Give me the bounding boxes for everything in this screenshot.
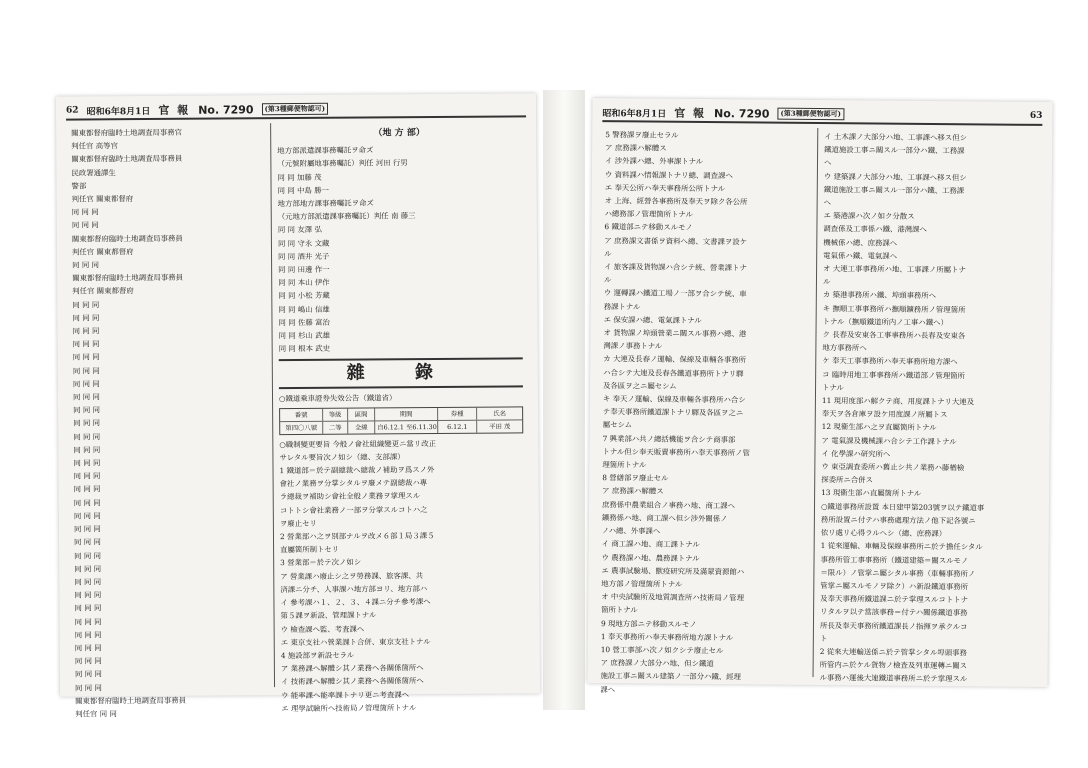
text-line: 同 同 同 <box>72 313 100 323</box>
text-line: エ 農事試驗場、獸疫研究所及滿蒙資源館ハ <box>601 565 745 577</box>
text-line: 5 警務課ヲ廢止セラル <box>605 130 679 140</box>
text-line: 同 同 同 <box>73 418 101 429</box>
text-line: ル <box>822 277 831 287</box>
text-line: 理箇所トナル <box>602 460 647 470</box>
text-line: カ 大連及長春ノ運輸、保線及車輛各事務所 <box>603 354 747 365</box>
text-line: 同 同 同 <box>73 445 101 455</box>
text-line: 所長及奉天事務所鐵道課長ノ指揮ヲ承クルコ <box>819 620 968 631</box>
table-row <box>280 420 522 434</box>
text-line: トナル <box>822 382 844 393</box>
text-line: 同 同 同 <box>72 326 100 336</box>
text-line: 地方部地方課事務囑託ヲ命ズ <box>277 198 374 209</box>
text-line: 及奉天事務所鐵道課ニ於テ掌理スルコトトナ <box>820 594 969 605</box>
text-line: 同 同 中島 勝一 <box>277 185 330 195</box>
text-line: 地方部派遣課事務囑託ヲ命ズ <box>277 145 374 156</box>
text-line: 同 同 同 <box>72 392 100 402</box>
text-line: 同 同 同 <box>72 300 100 310</box>
text-line: 同 同 同 <box>74 550 102 561</box>
text-line: オ 大連工事事務所ハ地、工事課ノ所屬トナ <box>823 264 966 275</box>
text-line: 同 同 同 <box>74 630 102 640</box>
table-cell: 二等 <box>323 421 348 433</box>
table-cell: 全線 <box>348 421 375 433</box>
text-line: 關東都督府臨時土地調査局事務員 <box>71 233 183 244</box>
text-line: キ 奉天ノ運輸、保線及車輛各事務所ハ合シ <box>602 394 746 405</box>
text-line: （元號附屬地事務囑託）判任 河田 行男 <box>277 158 408 169</box>
notice-body <box>279 436 525 715</box>
text-line: 鐵道施設工事ニ關スル一部分ハ鐵、工務課 <box>824 145 965 156</box>
text-line: 判任官 同 同 <box>75 709 117 719</box>
notice-title: ○鐵道乘車證券失效公告（鐵道省） <box>278 393 397 404</box>
text-line: 務所設置ニ付テハ事務處理方法ノ他下記各號ニ <box>820 514 976 526</box>
text-line: 同 同 根本 武史 <box>278 344 331 354</box>
text-line: エ 保安課ハ總、電氣課トナル <box>603 314 702 325</box>
text-line: 10 營工事部ハ次ノ如クシテ廢止セル <box>600 645 724 656</box>
text-line: ウ 建築課ノ大部分ハ地、工事課ヘ移ス但シ <box>823 171 967 182</box>
text-line: 判任官 關東都督府 <box>71 194 134 204</box>
text-line: ヲ廢止セリ <box>279 518 317 529</box>
text-line: ア 業務課ヘ解體シ其ノ業務ヘ各關係箇所ヘ <box>280 663 424 674</box>
text-line: 依リ處リ心得ラルヘシ（總、庶務課） <box>820 528 947 539</box>
text-line: 同 同 同 <box>74 656 102 666</box>
text-line: ア 庶務課ノ大部分ハ地、但シ鐵道 <box>600 658 714 669</box>
text-line: ラ總裁ヲ補助シ會社全般ノ業務ヲ掌理スル <box>279 491 421 502</box>
right-page-header <box>602 104 1042 126</box>
text-line: 務課トナル <box>603 301 641 312</box>
book-gutter <box>543 90 585 710</box>
text-line: 關東都督府臨時土地調査局事務員 <box>72 273 184 283</box>
text-line: 探委所ニ合併ス <box>821 475 874 485</box>
postal-note: (第3種郵便物認可) <box>262 103 329 115</box>
page-number: 63 <box>1029 110 1043 121</box>
text-line: ア 庶務課ハ解體ス <box>605 143 667 153</box>
text-line: 判任官 關東都督府 <box>71 246 134 257</box>
text-line: 及各區ヲ之ニ屬セシム <box>603 380 677 391</box>
text-line: 同 同 同 <box>71 220 99 230</box>
table-cell: 第四〇八號 <box>280 421 323 433</box>
text-line: 第５課ヲ新設、管理課トナル <box>280 610 377 621</box>
text-line: 警部 <box>71 181 87 191</box>
text-line: 11 現用度部ハ解クテ商、用度課トナリ大連及 <box>821 396 975 407</box>
text-line: 12 現衞生部ハ之ヲ直屬箇所トナル <box>821 422 937 433</box>
text-line: ル事務ハ運後大連鐵道事務所ニ於テ掌理スル <box>819 673 968 684</box>
text-line: 機械係ハ總、庶務課ヘ <box>823 237 898 248</box>
text-line: テ奉天事務所鐵道課トナリ驛及各區ヲ之ニ <box>602 407 744 418</box>
table-header-cell: 券種 <box>438 407 477 419</box>
text-line: イ 土木課ノ大部分ハ地、工事課ヘ移ス但シ <box>824 132 968 143</box>
text-line: 關東都督府臨時土地調査局事務員 <box>71 154 183 164</box>
pass-table <box>279 406 523 435</box>
text-line: 同 同 加藤 茂 <box>277 172 322 182</box>
text-line: トナル（撫順鐵道所内ノ工事ハ鐵ヘ） <box>822 316 948 327</box>
text-line: 同 同 田邊 作一 <box>278 264 330 275</box>
text-line: 會社ノ業務ヲ分掌シタルヲ廢メテ副總裁ハ專 <box>279 478 428 489</box>
text-line: 同 同 同 <box>73 484 101 495</box>
text-line: 同 同 友澤 弘 <box>277 225 322 235</box>
text-line: 同 同 同 <box>75 682 102 693</box>
text-line: 2 營業部ハ之ヲ別部ナルヲ改メ６部１局３課５ <box>279 531 435 542</box>
text-line: 同 同 同 <box>74 564 102 574</box>
text-line: イ 化學課ハ研究所ヘ <box>821 448 891 459</box>
text-line: 同 同 本山 伊作 <box>278 278 330 288</box>
text-line: 同 同 守永 文藏 <box>277 238 330 248</box>
text-line: 同 同 同 <box>73 405 101 415</box>
text-line: 同 同 酒井 光子 <box>278 251 330 261</box>
issue-date: 昭和6年8月1日 <box>602 108 667 120</box>
table-cell: 6.12.1 <box>438 420 477 432</box>
text-line: 同 同 同 <box>74 643 102 653</box>
text-line: ア 庶務課ハ解體ス <box>602 486 664 497</box>
text-line: イ 技術課ヘ解體シ其ノ業務ヘ各關係箇所ヘ <box>280 676 424 687</box>
text-line: サレタル要旨次ノ如シ（總、支部課） <box>279 452 405 462</box>
text-line: 直屬箇所制トセリ <box>280 544 340 555</box>
text-line: 済課ニ分チ、人事課ハ地方部ヨリ、地方部ハ <box>280 583 428 595</box>
text-line: イ 涉外課ハ總、外事課トナル <box>604 156 704 167</box>
text-line: ハ總務部ノ管理箇所トナル <box>604 209 693 220</box>
text-line: カ 築港事務所ハ鐵、埠頭事務所ヘ <box>822 290 937 301</box>
text-line: リタルヲ以テ當該事務＝付テハ關係鐵道事務 <box>820 607 968 618</box>
text-line: 同 同 小松 芳藏 <box>278 291 330 301</box>
issue-date: 昭和6年8月1日 <box>86 106 151 117</box>
text-line: ＝限ル）ノ管掌ニ屬シタル事務（車輛事務所ノ <box>820 567 976 579</box>
text-line: 鐵道施設工事ニ關スル一部分ハ鐵、工務課 <box>823 184 965 196</box>
text-line: エ 奉天公所ハ奉天事務所公所トナル <box>604 182 726 193</box>
left-column-b <box>272 121 530 713</box>
issue-number: No. 7290 <box>198 102 254 117</box>
text-line: オ 貨物課ノ埠頭營業ニ關スル事務ハ總、港 <box>603 328 747 339</box>
text-line: ウ 農務課ハ地、農務課トナル <box>601 552 700 563</box>
text-line: 7 興業部ハ共ノ總括機能ヲ合シテ商事部 <box>602 433 736 444</box>
text-line: ウ 能率課ヘ能率課トナリ更ニ考査課ヘ <box>281 689 410 700</box>
right-column-a <box>596 126 819 694</box>
text-line: 9 現地方部ニテ移動スルモノ <box>600 618 697 629</box>
issue-number: No. 7290 <box>714 106 770 121</box>
right-column-b <box>815 128 1045 684</box>
text-line: イ 參考課ハ１、２、３、４課ニ分チ參考課ヘ <box>280 597 431 608</box>
text-line: ウ 運轉課ハ鐵道工場ノ一部ヲ合シテ統、車 <box>603 288 747 299</box>
text-line: 同 同 同 <box>74 577 102 587</box>
text-line: 同 同 同 <box>72 352 100 363</box>
table-cell: 自6.12.1 至6.11.30 <box>375 421 438 433</box>
text-line: オ 中央試驗所及地質調査所ハ技術局ノ管理 <box>601 592 745 603</box>
text-line: 管掌ニ屬スルモノヲ除ク）ハ新設鐵道事務所 <box>820 580 969 592</box>
text-line: 1 從來運輸、車輛及保線事務所ニ於テ擔任シタル <box>820 541 983 552</box>
text-line: 屬セシム <box>602 420 633 430</box>
text-line: 3 營業部＝於テ次ノ如シ <box>280 558 362 568</box>
text-line: 4 施設部ヲ新設セラル <box>280 650 355 661</box>
text-line: エ 築港課ハ次ノ如ク分散ス <box>823 211 915 222</box>
table-header-cell: 期間 <box>375 408 438 420</box>
text-line: 民政署通譯生 <box>71 167 116 178</box>
text-line: エ 理學試驗所ヘ技術局ノ管理箇所トナル <box>281 702 417 713</box>
text-line: ウ 東亞調査委所ハ舊止シ共ノ業務ハ藤楢檢 <box>821 462 965 473</box>
text-line: 同 同 同 <box>73 432 101 442</box>
text-line: 同 同 同 <box>72 339 100 349</box>
text-line: 事務所管工事事務所（鐵道建築＝關スルモノ <box>820 554 969 565</box>
text-line: 同 同 同 <box>74 590 102 600</box>
miscellaneous-heading: 雜 錄 <box>279 358 523 390</box>
table-header-cell: 氏名 <box>493 409 507 418</box>
text-line: 同 同 同 <box>72 260 99 270</box>
text-line: 同 同 同 <box>73 524 101 534</box>
paper-name: 官 報 <box>674 106 707 120</box>
left-column-a <box>66 123 275 719</box>
text-line: 課ヘ <box>600 684 616 694</box>
text-line: ル <box>603 275 612 285</box>
text-line: ア 營業課ハ廢止シ之ヲ勞務課、旅客課、共 <box>280 570 424 581</box>
text-line: ウ 資料課ハ情報課トナリ總、調査課ヘ <box>604 169 733 180</box>
text-line: 鑛務係ハ地、商工課ヘ但シ涉外關係ノ <box>601 512 728 524</box>
text-line: キ 撫順工事事務所ハ撫順鑛務所ノ管理箇所 <box>822 303 966 314</box>
section-title: （地 方 部） <box>373 128 425 139</box>
text-line: 施設工事ニ關スル建築ノ一部分ハ鐵、經理 <box>600 671 741 682</box>
text-line: 庶務係中農業組合ノ事務ハ地、商工課ヘ <box>601 499 736 510</box>
text-line: ア 電氣課及機械課ハ合シテ工作課トナル <box>821 435 957 446</box>
appointment-list <box>277 143 522 356</box>
text-line: イ 商工課ハ地、商工課トナル <box>601 539 700 550</box>
text-line: 同 同 同 <box>73 458 101 468</box>
text-line: コトトシ會社業務ノ一部ヲ分掌スルコトハ之 <box>279 504 428 515</box>
text-line: （元地方部派遣課事務囑託）判任 南 藤三 <box>277 211 416 222</box>
text-line: 地方事務所ヘ <box>822 343 867 353</box>
text-line: ○職制變更要旨 今般ノ會社組織變更ニ當リ改正 <box>279 438 436 449</box>
text-line: 判任官 關東都督府 <box>72 286 134 297</box>
text-line: 1 鐵道部＝於テ副總裁ヘ總裁ノ補助ヲ爲スノ外 <box>279 465 435 476</box>
text-line: 同 同 杉山 武雄 <box>278 330 331 341</box>
table-header-cell: 番號 <box>280 408 323 420</box>
text-line: 同 同 同 <box>74 616 102 627</box>
text-line: 1 奉天事務所ハ奉天事務所地方課トナル <box>600 631 734 642</box>
text-line: ケ 奉天工事事務所ハ奉天事務所地方課ヘ <box>822 356 958 367</box>
text-line: ク 長春及安東各工事事務所ハ長春及安東各 <box>822 330 966 341</box>
text-line: 地方部ノ管理箇所トナル <box>601 579 683 589</box>
text-line: 8 營繕部ヲ廢止セル <box>602 473 669 483</box>
text-line: 同 同 嶋山 信雄 <box>278 304 330 314</box>
text-line: コ 臨時用地工事事務所ハ鐵道部ノ管理箇所 <box>822 369 965 380</box>
text-line: 關東都督府臨時土地調査局事務官 <box>71 127 183 138</box>
text-line: 電氣係ハ鐵、電氣課ヘ <box>823 250 898 261</box>
text-line: トナル但シ奉天販賣事務所ハ奉天事務所ノ管 <box>602 446 750 458</box>
text-line: 同 同 同 <box>72 379 100 389</box>
text-line: 關東都督府臨時土地調査局事務員 <box>75 695 187 706</box>
text-line: ア 庶務課文書係ヲ資料ヘ總、文書課ヲ設ケ <box>604 235 748 246</box>
text-line: 同 同 同 <box>72 366 100 376</box>
text-line: 同 同 佐藤 富治 <box>278 317 330 327</box>
paper-name: 官 報 <box>158 103 191 117</box>
text-line: 判任官 高等官 <box>71 141 118 151</box>
text-line: エ 東京支社ハ營業課ト合併、東京支社トナル <box>280 636 431 647</box>
left-page-header <box>66 99 526 120</box>
text-line: イ 旅客課及貨物課ハ合シテ統、營業課トナ <box>604 262 747 273</box>
text-line: 調査係及工事係ハ鐵、港灣課ヘ <box>823 224 927 235</box>
left-page <box>56 93 540 719</box>
text-line: 所管内ニ於ケル貨物ノ檢査及列車運轉ニ關ス <box>819 660 968 671</box>
text-line: 箇所トナル <box>601 605 638 615</box>
table-header-cell: 區間 <box>348 408 375 420</box>
text-line: 13 現衞生部ハ直屬箇所トナル <box>821 488 922 499</box>
text-line: 同 同 同 <box>71 207 99 217</box>
table-header-cell: 等級 <box>323 408 348 420</box>
page-number: 62 <box>65 105 79 116</box>
text-line: 奉天ヲ各倉庫ヲ設ケ用度課ノ所屬トス <box>821 409 948 420</box>
text-line: ウ 檢查課ヘ監、考査課ヘ <box>280 624 365 634</box>
text-line: 同 同 同 <box>73 537 101 547</box>
table-cell: 平田 茂 <box>489 422 511 431</box>
text-line: ○鐵道事務所設置 本日建甲第203號ヲ以テ鐵道事 <box>820 501 985 513</box>
text-line: 同 同 同 <box>73 511 101 521</box>
text-line: 6 鐵道部ニテ移動スルモノ <box>604 222 693 233</box>
postal-note: (第3種郵便物認可) <box>777 108 844 121</box>
text-line: 同 同 同 <box>74 669 102 679</box>
text-line: ヘ <box>823 158 832 168</box>
text-line: 同 同 同 <box>73 498 101 508</box>
text-line: 2 從來大連輸送係ニ於テ管掌シタル埠頭事務 <box>819 646 967 658</box>
right-page <box>587 98 1052 694</box>
text-line: 同 同 同 <box>74 603 102 613</box>
text-line: ノハ總、外事課ヘ <box>601 526 661 536</box>
text-line: 同 同 同 <box>73 471 101 481</box>
text-line: ハ合シテ大連及長春各鐵道事務所トナリ驛 <box>603 367 744 378</box>
text-line: ル <box>604 248 612 259</box>
text-line: ト <box>819 633 828 643</box>
text-line: オ 上海、經營各事務所及奉天ヲ除ク各公所 <box>604 196 748 207</box>
text-line: ヘ <box>823 198 832 208</box>
text-line: 灣課ノ事務トナル <box>603 341 663 351</box>
